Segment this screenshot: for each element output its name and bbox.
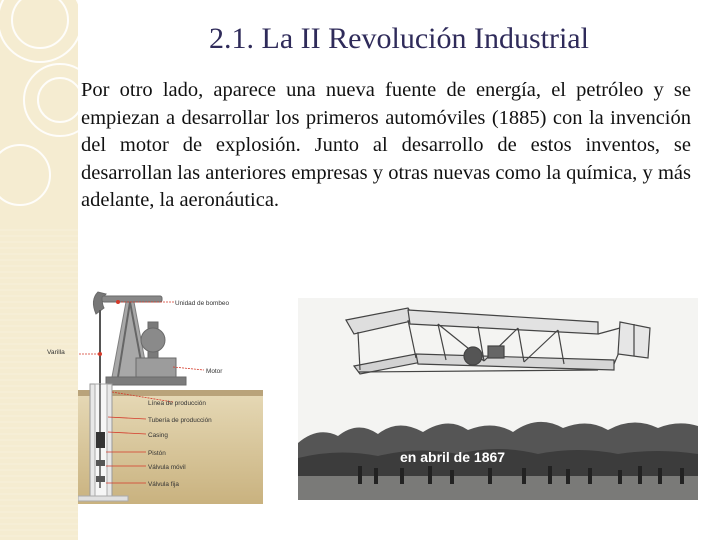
label-pump-unit: Unidad de bombeo: [175, 300, 230, 307]
label-casing: Casing: [148, 432, 168, 439]
label-production-tubing: Tubería de producción: [148, 417, 212, 424]
wright-flyer-illustration: [298, 298, 698, 500]
slide-paragraph: Por otro lado, aparece una nueva fuente de energía, el petróleo y se empiezan a desarrollar los primeros automóviles (1885) con la invención del motor de explosión. Junto al desarrollo de estos inventos, se desarrollan las anteriores empresas y otras nuevas como la química, y más adelante, la aeronáutica.: [81, 79, 691, 211]
label-rod: Varilla: [47, 349, 65, 356]
label-piston: Pistón: [148, 450, 166, 457]
oil-pump-diagram: [78, 262, 263, 504]
oil-pump-illustration: [78, 262, 263, 504]
label-moving-valve: Válvula móvil: [148, 464, 186, 471]
decorative-circles: [0, 0, 78, 540]
slide-title: 2.1. La II Revolución Industrial: [209, 22, 589, 55]
label-production-line: Línea de producción: [148, 400, 206, 407]
decorative-side-band: [0, 0, 78, 540]
label-motor: Motor: [206, 368, 223, 375]
label-fixed-valve: Válvula fija: [148, 481, 179, 488]
photo-caption: en abril de 1867: [400, 449, 506, 465]
airplane-photo: [298, 298, 698, 500]
